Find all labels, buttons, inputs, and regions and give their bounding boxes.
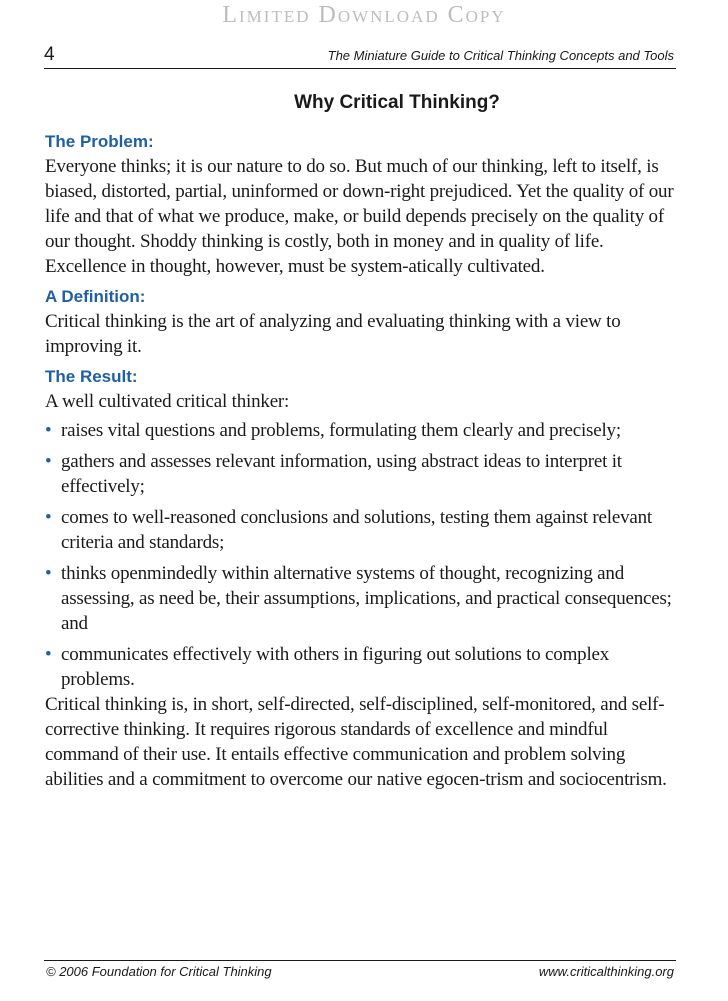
list-item-text: thinks openmindedly within alternative systems of thought, recognizing and assessing, as need be, their assumptions, implications, and practical consequences; and [61, 563, 672, 634]
definition-paragraph: Critical thinking is the art of analyzing and evaluating thinking with a view to improving it. [45, 311, 621, 357]
closing-paragraph: Critical thinking is, in short, self-directed, self-disciplined, self-monitored, and self-corrective thinking. It requires rigorous standards of excellence and mindful command of their use. It entails effective communication and problem solving abilities and a commitment to overcome our native egocen-trism and sociocentrism. [45, 694, 667, 790]
list-item [45, 505, 677, 555]
page-footer [44, 960, 676, 985]
problem-paragraph: Everyone thinks; it is our nature to do so. But much of our thinking, left to itself, is biased, distorted, partial, uninformed or down-right prejudiced. Yet the quality of our life and that of what we produce, make, or build depends precisely on the quality of our thought. Shoddy thinking is costly, both in money and in quality of life. Excellence in thought, however, must be system-atically cultivated. [45, 156, 674, 277]
bullet-icon: • [45, 451, 52, 472]
list-item-text: comes to well-reasoned conclusions and solutions, testing them against relevant criteria and standards; [61, 507, 653, 553]
problem-heading: The Problem: [45, 132, 154, 151]
list-item-text: communicates effectively with others in figuring out solutions to complex problems. [61, 644, 610, 690]
list-item [45, 449, 677, 499]
bullet-icon: • [45, 563, 52, 584]
page-title: Why Critical Thinking? [294, 92, 500, 113]
website-url: www.criticalthinking.org [538, 964, 674, 979]
list-item-text: raises vital questions and problems, formulating them clearly and precisely; [61, 420, 621, 441]
list-item [45, 642, 677, 692]
page-number: 4 [44, 44, 55, 65]
list-item [45, 418, 677, 443]
running-header [44, 44, 676, 69]
bullet-icon: • [45, 420, 52, 441]
page-content [45, 90, 677, 792]
bullet-icon: • [45, 507, 52, 528]
result-intro: A well cultivated critical thinker: [45, 391, 290, 412]
result-heading: The Result: [45, 367, 138, 386]
book-title: The Miniature Guide to Critical Thinking Concepts and Tools [327, 48, 674, 63]
bullet-icon: • [45, 644, 52, 665]
watermark: Limited Download Copy [222, 2, 506, 28]
definition-heading: A Definition: [45, 287, 146, 306]
list-item-text: gathers and assesses relevant information, using abstract ideas to interpret it effectively; [61, 451, 622, 497]
copyright-text: © 2006 Foundation for Critical Thinking [46, 964, 272, 979]
result-bullet-list [45, 418, 677, 692]
list-item [45, 561, 677, 636]
